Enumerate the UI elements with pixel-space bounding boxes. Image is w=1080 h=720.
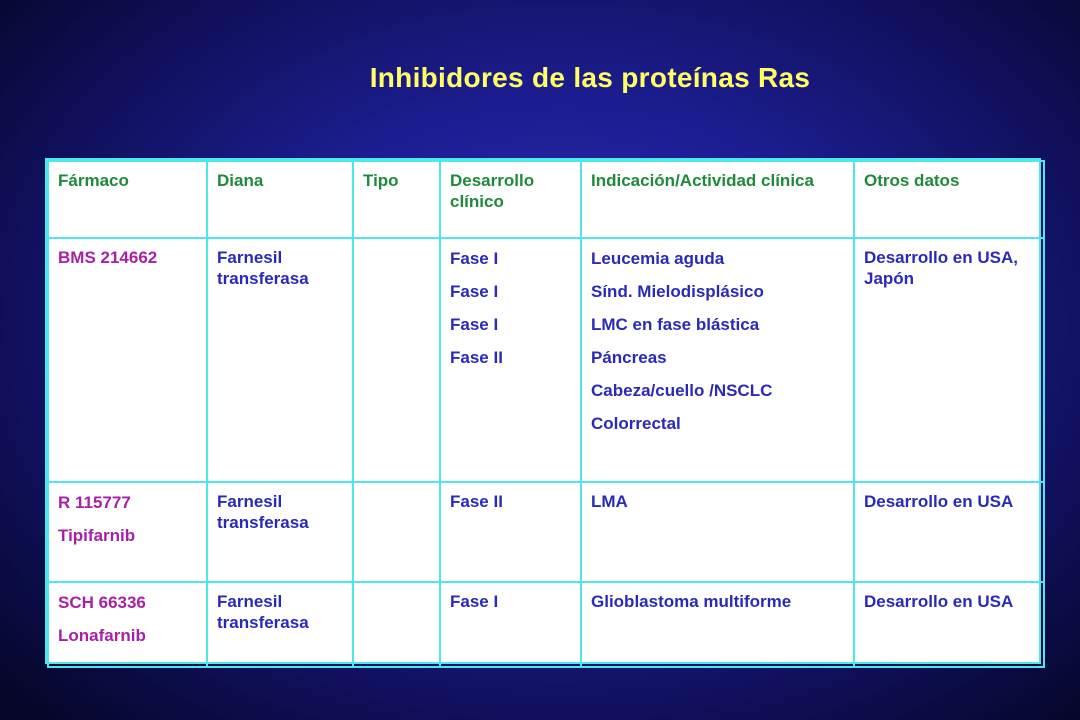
indication-item: Sínd. Mielodisplásico xyxy=(591,282,764,301)
table-row xyxy=(48,582,1044,667)
phase-item: Fase I xyxy=(450,315,499,334)
header-otros: Otros datos xyxy=(854,161,1044,238)
header-tipo: Tipo xyxy=(353,161,440,238)
indication-item: LMC en fase blástica xyxy=(591,315,760,334)
table-row xyxy=(48,238,1044,482)
phase-item: Fase I xyxy=(450,249,499,268)
cell-desarrollo xyxy=(440,482,581,582)
table-row xyxy=(48,482,1044,582)
indication-item: Páncreas xyxy=(591,348,667,367)
cell-indicacion xyxy=(581,482,854,582)
indication-item: Colorrectal xyxy=(591,414,681,433)
cell-desarrollo xyxy=(440,238,581,482)
phase-item: Fase II xyxy=(450,492,503,511)
cell-otros: Desarrollo en USA xyxy=(854,582,1044,667)
cell-tipo xyxy=(353,238,440,482)
cell-diana: Farnesil transferasa xyxy=(207,482,353,582)
indication-item: Cabeza/cuello /NSCLC xyxy=(591,381,773,400)
header-indicacion: Indicación/Actividad clínica xyxy=(581,161,854,238)
phase-item: Fase I xyxy=(450,282,499,301)
cell-indicacion xyxy=(581,238,854,482)
header-diana: Diana xyxy=(207,161,353,238)
indication-item: LMA xyxy=(591,492,628,511)
cell-otros: Desarrollo en USA, Japón xyxy=(854,238,1044,482)
indication-item: Leucemia aguda xyxy=(591,249,725,268)
cell-indicacion xyxy=(581,582,854,667)
drug-name: Tipifarnib xyxy=(58,526,136,545)
cell-tipo xyxy=(353,482,440,582)
header-farmaco: Fármaco xyxy=(48,161,207,238)
table-header-row xyxy=(48,161,1044,238)
slide-title: Inhibidores de las proteínas Ras xyxy=(369,62,811,93)
phase-item: Fase II xyxy=(450,348,503,367)
drug-code: BMS 214662 xyxy=(58,248,158,267)
cell-desarrollo xyxy=(440,582,581,667)
header-desarrollo: Desarrollo clínico xyxy=(440,161,581,238)
drug-code: R 115777 xyxy=(58,493,131,512)
cell-farmaco xyxy=(48,482,207,582)
cell-farmaco xyxy=(48,582,207,667)
drug-code: SCH 66336 xyxy=(58,593,146,612)
cell-diana: Farnesil transferasa xyxy=(207,238,353,482)
phase-item: Fase I xyxy=(450,592,499,611)
drug-name: Lonafarnib xyxy=(58,626,146,645)
drug-table xyxy=(45,158,1041,664)
cell-tipo xyxy=(353,582,440,667)
cell-diana: Farnesil transferasa xyxy=(207,582,353,667)
indication-item: Glioblastoma multiforme xyxy=(591,592,792,611)
cell-otros: Desarrollo en USA xyxy=(854,482,1044,582)
cell-farmaco xyxy=(48,238,207,482)
